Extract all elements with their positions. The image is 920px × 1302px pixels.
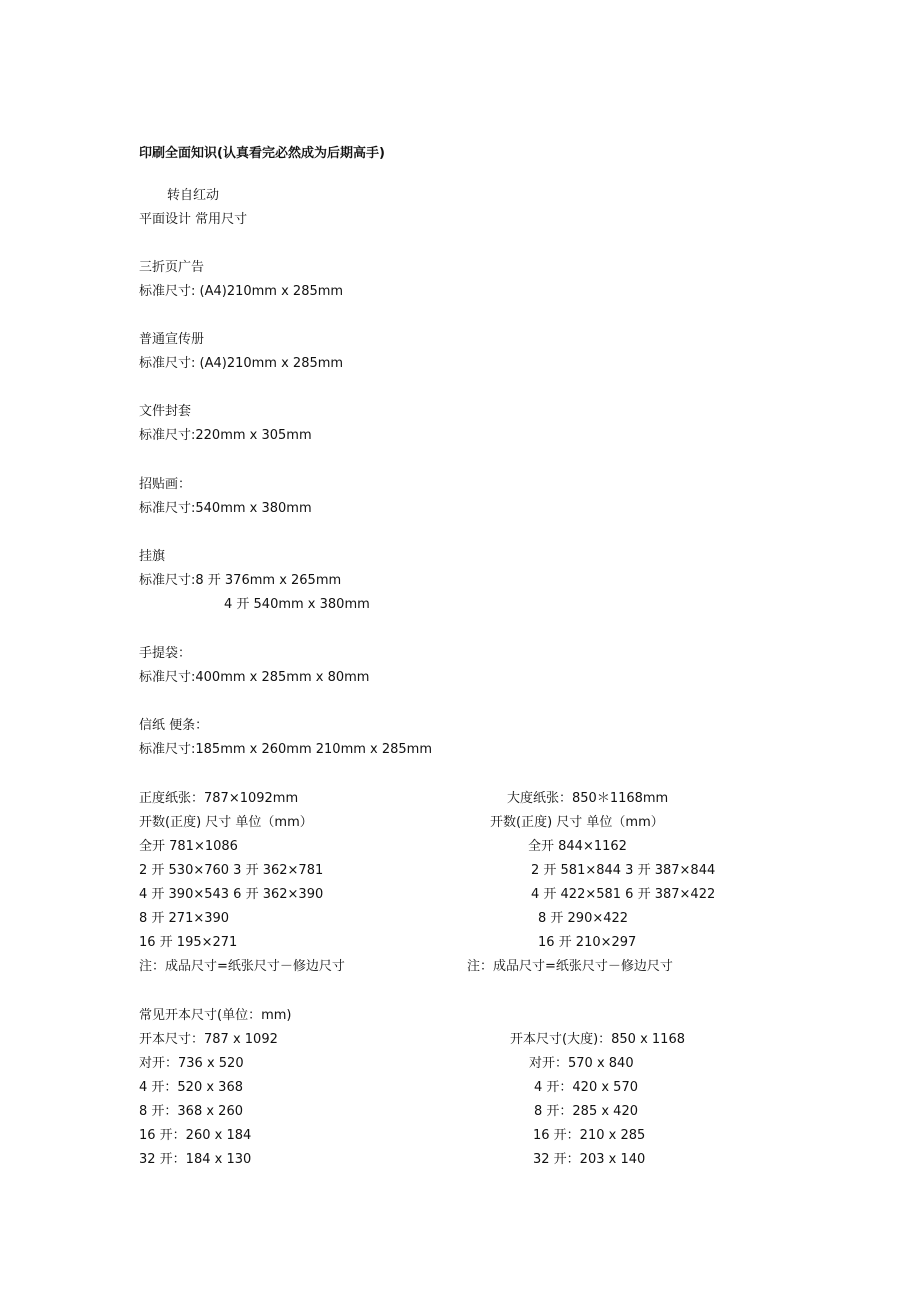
section-heading: 招贴画： <box>139 477 192 492</box>
section-heading: 三折页广告 <box>139 260 205 275</box>
common-right-line: 对开：570 x 840 <box>529 1056 634 1071</box>
section-line: 标准尺寸: (A4)210mm x 285mm <box>139 356 344 371</box>
intro-text: 平面设计 常用尺寸 <box>139 212 248 227</box>
common-right-line: 16 开：210 x 285 <box>533 1128 646 1143</box>
paper-left-line: 4 开 390×543 6 开 362×390 <box>139 887 324 902</box>
paper-right-line: 注：成品尺寸=纸张尺寸－修边尺寸 <box>467 959 673 974</box>
common-left-line: 32 开：184 x 130 <box>139 1152 252 1167</box>
paper-left-line: 注：成品尺寸=纸张尺寸－修边尺寸 <box>139 959 345 974</box>
paper-left-line: 正度纸张：787×1092mm <box>139 791 299 806</box>
common-left-line: 16 开：260 x 184 <box>139 1128 252 1143</box>
paper-right-line: 全开 844×1162 <box>528 839 627 854</box>
paper-left-line: 16 开 195×271 <box>139 935 238 950</box>
paper-right-line: 8 开 290×422 <box>538 911 629 926</box>
common-left-line: 4 开：520 x 368 <box>139 1080 243 1095</box>
section-heading: 信纸 便条： <box>139 718 209 733</box>
section-line: 标准尺寸:400mm x 285mm x 80mm <box>139 670 370 685</box>
source-note: 转自红动 <box>167 188 220 203</box>
section-heading: 挂旗 <box>139 549 166 564</box>
common-left-line: 8 开：368 x 260 <box>139 1104 243 1119</box>
common-right-line: 4 开：420 x 570 <box>534 1080 638 1095</box>
paper-right-line: 16 开 210×297 <box>538 935 637 950</box>
paper-left-line: 全开 781×1086 <box>139 839 238 854</box>
section-line: 4 开 540mm x 380mm <box>224 597 370 612</box>
section-heading: 普通宣传册 <box>139 332 205 347</box>
common-sizes-heading: 常见开本尺寸(单位：mm) <box>139 1008 292 1023</box>
paper-left-line: 8 开 271×390 <box>139 911 230 926</box>
section-heading: 手提袋： <box>139 646 192 661</box>
common-right-line: 开本尺寸(大度)：850 x 1168 <box>510 1032 685 1047</box>
section-heading: 文件封套 <box>139 404 192 419</box>
paper-left-line: 开数(正度) 尺寸 单位（mm） <box>139 815 313 830</box>
page-title: 印刷全面知识(认真看完必然成为后期高手) <box>139 146 385 161</box>
paper-right-line: 大度纸张：850＊1168mm <box>507 791 669 806</box>
paper-right-line: 2 开 581×844 3 开 387×844 <box>531 863 716 878</box>
paper-right-line: 4 开 422×581 6 开 387×422 <box>531 887 716 902</box>
common-right-line: 8 开：285 x 420 <box>534 1104 638 1119</box>
section-line: 标准尺寸:8 开 376mm x 265mm <box>139 573 342 588</box>
section-line: 标准尺寸:185mm x 260mm 210mm x 285mm <box>139 742 432 757</box>
section-line: 标准尺寸:220mm x 305mm <box>139 428 312 443</box>
common-left-line: 开本尺寸：787 x 1092 <box>139 1032 278 1047</box>
common-right-line: 32 开：203 x 140 <box>533 1152 646 1167</box>
paper-left-line: 2 开 530×760 3 开 362×781 <box>139 863 324 878</box>
section-line: 标准尺寸: (A4)210mm x 285mm <box>139 284 344 299</box>
common-left-line: 对开：736 x 520 <box>139 1056 244 1071</box>
section-line: 标准尺寸:540mm x 380mm <box>139 501 312 516</box>
paper-right-line: 开数(正度) 尺寸 单位（mm） <box>490 815 664 830</box>
